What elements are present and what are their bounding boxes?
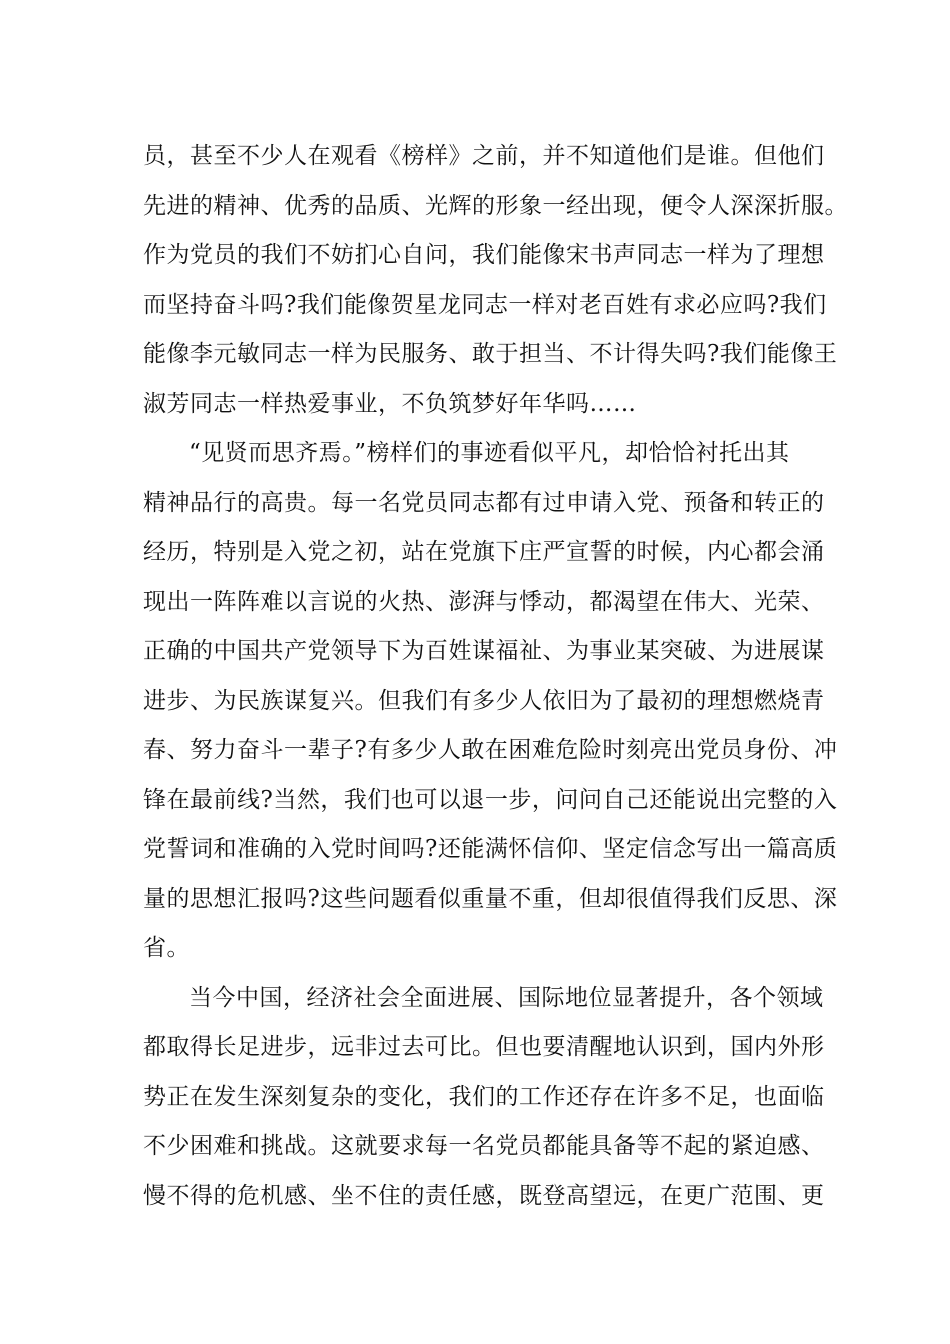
text-line: 当今中国，经济社会全面进展、国际地位显著提升，各个领域	[189, 984, 824, 1011]
text-line: 正确的中国共产党领导下为百姓谋福祉、为事业某突破、为进展谋	[143, 638, 825, 664]
text-line: 淑芳同志一样热爱事业，不负筑梦好年华吗……	[143, 390, 637, 417]
text-line: 慢不得的危机感、坐不住的责任感，既登高望远，在更广范围、更	[143, 1182, 825, 1209]
text-line: 都取得长足进步，远非过去可比。但也要清醒地认识到，国内外形	[143, 1034, 825, 1060]
paragraph-2	[143, 429, 838, 974]
text-line: 进步、为民族谋复兴。但我们有多少人依旧为了最初的理想燃烧青	[143, 687, 825, 714]
text-line: 势正在发生深刻复杂的变化，我们的工作还存在许多不足，也面临	[143, 1083, 825, 1110]
paragraph-1	[143, 132, 848, 429]
text-line: 量的思想汇报吗?这些问题看似重量不重，但却很值得我们反思、深	[143, 885, 838, 912]
text-line: 党誓词和准确的入党时间吗?还能满怀信仰、坚定信念写出一篇高质	[143, 836, 838, 862]
text-line: 省。	[143, 935, 190, 961]
text-line: 而坚持奋斗吗?我们能像贺星龙同志一样对老百姓有求必应吗?我们	[143, 291, 827, 318]
body-text	[143, 132, 848, 1221]
text-line: “见贤而思齐焉。”榜样们的事迹看似平凡，却恰恰衬托出其	[189, 440, 790, 466]
text-line: 员，甚至不少人在观看《榜样》之前，并不知道他们是谁。但他们	[143, 143, 825, 169]
paragraph-3	[143, 974, 823, 1222]
text-line: 经历，特别是入党之初，站在党旗下庄严宣誓的时候，内心都会涌	[143, 539, 825, 565]
text-line: 能像李元敏同志一样为民服务、敢于担当、不计得失吗?我们能像王	[143, 341, 838, 367]
text-line: 春、努力奋斗一辈子?有多少人敢在困难危险时刻亮出党员身份、冲	[143, 737, 838, 763]
text-line: 现出一阵阵难以言说的火热、澎湃与悸动，都渴望在伟大、光荣、	[143, 588, 825, 615]
text-line: 不少困难和挑战。这就要求每一名党员都能具备等不起的紧迫感、	[143, 1133, 825, 1159]
text-line: 先进的精神、优秀的品质、光辉的形象一经出现，便令人深深折服。	[143, 192, 848, 219]
text-line: 作为党员的我们不妨扪心自问，我们能像宋书声同志一样为了理想	[143, 242, 825, 268]
text-line: 锋在最前线?当然，我们也可以退一步，问问自己还能说出完整的入	[143, 786, 838, 813]
text-line: 精神品行的高贵。每一名党员同志都有过申请入党、预备和转正的	[143, 489, 825, 516]
